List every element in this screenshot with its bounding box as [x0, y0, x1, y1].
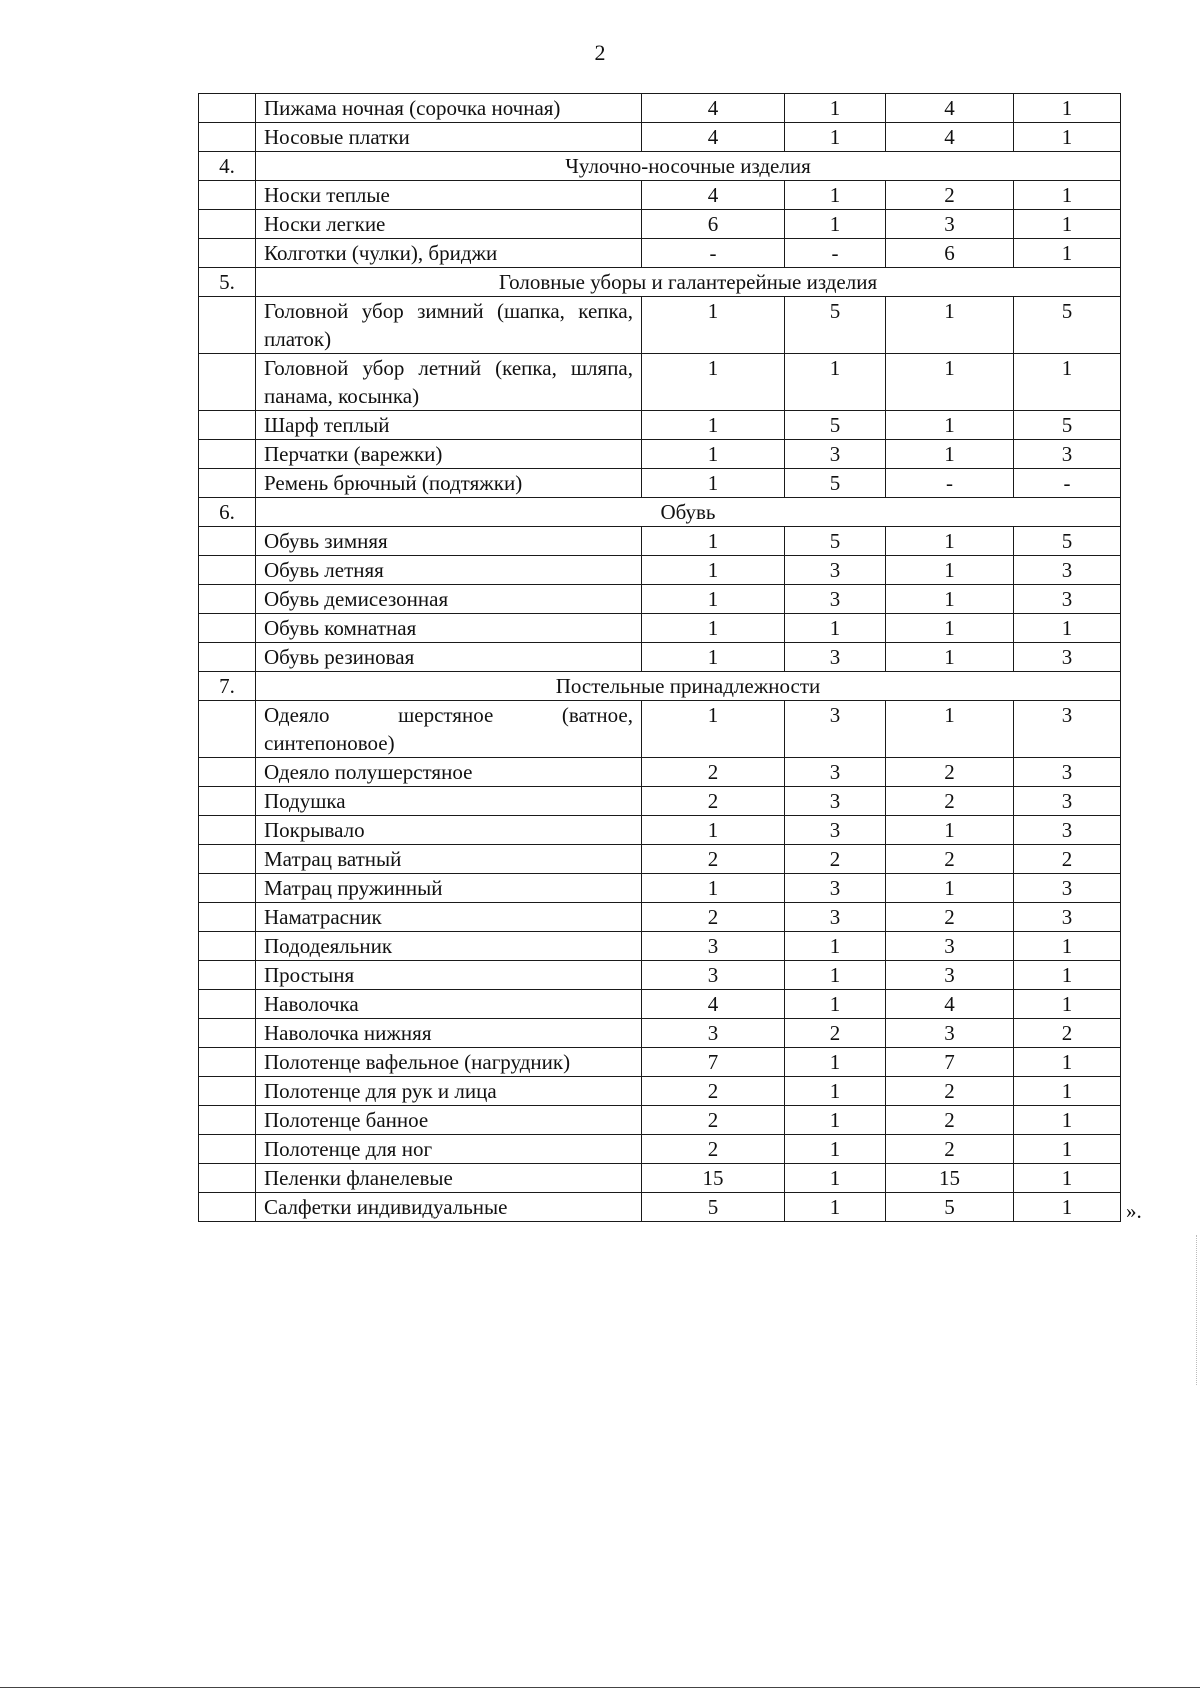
- value-cell-3: 1: [886, 614, 1014, 643]
- row-number-cell: [199, 239, 256, 268]
- section-header-row: [199, 672, 1121, 701]
- row-number-cell: [199, 903, 256, 932]
- closing-quote-mark: ».: [1126, 1199, 1142, 1223]
- row-number-cell: [199, 181, 256, 210]
- value-cell-2: 3: [785, 701, 886, 758]
- value-cell-4: 1: [1014, 210, 1121, 239]
- section-title: Постельные принадлежности: [256, 672, 1121, 701]
- value-cell-1: 4: [642, 990, 785, 1019]
- row-number-cell: [199, 961, 256, 990]
- value-cell-2: 3: [785, 440, 886, 469]
- value-cell-4: 3: [1014, 903, 1121, 932]
- value-cell-4: 2: [1014, 845, 1121, 874]
- value-cell-1: 1: [642, 297, 785, 354]
- item-name: Головной убор зимний (шапка, кепка, платок): [256, 297, 642, 354]
- value-cell-3: 1: [886, 297, 1014, 354]
- row-number-cell: [199, 932, 256, 961]
- value-cell-4: 2: [1014, 1019, 1121, 1048]
- table-row: [199, 123, 1121, 152]
- item-name: Обувь комнатная: [256, 614, 642, 643]
- section-header-row: [199, 152, 1121, 181]
- value-cell-3: 3: [886, 1019, 1014, 1048]
- value-cell-2: 1: [785, 961, 886, 990]
- value-cell-2: 1: [785, 1135, 886, 1164]
- row-number-cell: [199, 1019, 256, 1048]
- row-number-cell: [199, 123, 256, 152]
- row-number-cell: [199, 1077, 256, 1106]
- item-name: Матрац ватный: [256, 845, 642, 874]
- table-body: [199, 94, 1121, 1222]
- value-cell-4: 3: [1014, 643, 1121, 672]
- row-number-cell: [199, 643, 256, 672]
- section-header-row: [199, 498, 1121, 527]
- value-cell-4: 1: [1014, 1193, 1121, 1222]
- value-cell-1: 1: [642, 527, 785, 556]
- value-cell-4: 1: [1014, 354, 1121, 411]
- value-cell-3: 3: [886, 932, 1014, 961]
- value-cell-4: 5: [1014, 527, 1121, 556]
- value-cell-2: 1: [785, 1164, 886, 1193]
- value-cell-4: 3: [1014, 787, 1121, 816]
- value-cell-2: 3: [785, 787, 886, 816]
- row-number-cell: [199, 94, 256, 123]
- value-cell-1: 7: [642, 1048, 785, 1077]
- value-cell-1: 1: [642, 354, 785, 411]
- value-cell-4: 3: [1014, 701, 1121, 758]
- table-row: [199, 1106, 1121, 1135]
- table-row: [199, 990, 1121, 1019]
- value-cell-3: 1: [886, 874, 1014, 903]
- section-number: 5.: [199, 268, 256, 297]
- section-title: Обувь: [256, 498, 1121, 527]
- value-cell-3: 4: [886, 990, 1014, 1019]
- value-cell-1: 3: [642, 961, 785, 990]
- value-cell-2: 5: [785, 527, 886, 556]
- section-number: 4.: [199, 152, 256, 181]
- value-cell-4: 3: [1014, 556, 1121, 585]
- value-cell-3: 1: [886, 816, 1014, 845]
- value-cell-2: 3: [785, 874, 886, 903]
- value-cell-3: 1: [886, 440, 1014, 469]
- table-row: [199, 961, 1121, 990]
- item-name: Обувь резиновая: [256, 643, 642, 672]
- value-cell-4: 1: [1014, 94, 1121, 123]
- value-cell-2: 1: [785, 1193, 886, 1222]
- value-cell-3: 1: [886, 527, 1014, 556]
- table-row: [199, 787, 1121, 816]
- value-cell-2: -: [785, 239, 886, 268]
- value-cell-1: 1: [642, 411, 785, 440]
- value-cell-3: 2: [886, 758, 1014, 787]
- table-row: [199, 527, 1121, 556]
- value-cell-3: 3: [886, 961, 1014, 990]
- row-number-cell: [199, 990, 256, 1019]
- table-row: [199, 210, 1121, 239]
- value-cell-2: 1: [785, 932, 886, 961]
- value-cell-3: 6: [886, 239, 1014, 268]
- value-cell-2: 1: [785, 123, 886, 152]
- value-cell-1: 2: [642, 845, 785, 874]
- value-cell-3: 1: [886, 556, 1014, 585]
- item-name: Носки теплые: [256, 181, 642, 210]
- margin-scan-mark: [1196, 1235, 1198, 1385]
- value-cell-3: 1: [886, 643, 1014, 672]
- value-cell-4: 1: [1014, 1106, 1121, 1135]
- value-cell-3: 5: [886, 1193, 1014, 1222]
- row-number-cell: [199, 527, 256, 556]
- value-cell-3: 4: [886, 123, 1014, 152]
- value-cell-1: 3: [642, 932, 785, 961]
- value-cell-4: 3: [1014, 874, 1121, 903]
- row-number-cell: [199, 816, 256, 845]
- value-cell-4: 1: [1014, 990, 1121, 1019]
- value-cell-2: 1: [785, 990, 886, 1019]
- value-cell-4: 3: [1014, 440, 1121, 469]
- supply-norms-table: [198, 93, 1121, 1222]
- value-cell-1: 1: [642, 585, 785, 614]
- value-cell-2: 2: [785, 845, 886, 874]
- item-name: Наволочка: [256, 990, 642, 1019]
- table-row: [199, 94, 1121, 123]
- value-cell-4: 1: [1014, 614, 1121, 643]
- value-cell-2: 1: [785, 614, 886, 643]
- value-cell-1: 1: [642, 556, 785, 585]
- value-cell-2: 2: [785, 1019, 886, 1048]
- value-cell-4: 3: [1014, 585, 1121, 614]
- table-row: [199, 874, 1121, 903]
- row-number-cell: [199, 585, 256, 614]
- row-number-cell: [199, 1164, 256, 1193]
- table-row: [199, 239, 1121, 268]
- row-number-cell: [199, 1106, 256, 1135]
- table-row: [199, 1135, 1121, 1164]
- value-cell-3: 7: [886, 1048, 1014, 1077]
- row-number-cell: [199, 614, 256, 643]
- item-name: Одеяло полушерстяное: [256, 758, 642, 787]
- value-cell-4: 5: [1014, 411, 1121, 440]
- value-cell-3: -: [886, 469, 1014, 498]
- table-row: [199, 440, 1121, 469]
- item-name: Полотенце для ног: [256, 1135, 642, 1164]
- value-cell-2: 1: [785, 94, 886, 123]
- value-cell-3: 15: [886, 1164, 1014, 1193]
- row-number-cell: [199, 354, 256, 411]
- table-row: [199, 354, 1121, 411]
- value-cell-1: 2: [642, 1077, 785, 1106]
- table-row: [199, 643, 1121, 672]
- item-name: Колготки (чулки), бриджи: [256, 239, 642, 268]
- value-cell-1: 4: [642, 94, 785, 123]
- row-number-cell: [199, 787, 256, 816]
- table-row: [199, 1077, 1121, 1106]
- item-name: Простыня: [256, 961, 642, 990]
- value-cell-1: 15: [642, 1164, 785, 1193]
- value-cell-3: 2: [886, 1077, 1014, 1106]
- value-cell-1: 1: [642, 816, 785, 845]
- value-cell-3: 1: [886, 585, 1014, 614]
- item-name: Ремень брючный (подтяжки): [256, 469, 642, 498]
- table-row: [199, 556, 1121, 585]
- value-cell-4: 1: [1014, 181, 1121, 210]
- item-name: Носки легкие: [256, 210, 642, 239]
- table-row: [199, 297, 1121, 354]
- item-name: Носовые платки: [256, 123, 642, 152]
- value-cell-2: 1: [785, 1048, 886, 1077]
- item-name: Обувь зимняя: [256, 527, 642, 556]
- table-row: [199, 181, 1121, 210]
- row-number-cell: [199, 1048, 256, 1077]
- table-row: [199, 758, 1121, 787]
- value-cell-2: 3: [785, 758, 886, 787]
- row-number-cell: [199, 758, 256, 787]
- row-number-cell: [199, 440, 256, 469]
- table-row: [199, 903, 1121, 932]
- value-cell-3: 3: [886, 210, 1014, 239]
- value-cell-1: 1: [642, 874, 785, 903]
- value-cell-4: 1: [1014, 1077, 1121, 1106]
- value-cell-2: 5: [785, 297, 886, 354]
- value-cell-4: 1: [1014, 1048, 1121, 1077]
- value-cell-4: 1: [1014, 123, 1121, 152]
- value-cell-4: 1: [1014, 961, 1121, 990]
- page-number: 2: [594, 40, 606, 65]
- row-number-cell: [199, 210, 256, 239]
- value-cell-1: 5: [642, 1193, 785, 1222]
- item-name: Полотенце банное: [256, 1106, 642, 1135]
- value-cell-1: 4: [642, 181, 785, 210]
- value-cell-1: 4: [642, 123, 785, 152]
- value-cell-3: 2: [886, 1135, 1014, 1164]
- value-cell-2: 3: [785, 903, 886, 932]
- item-name: Пижама ночная (сорочка ночная): [256, 94, 642, 123]
- row-number-cell: [199, 469, 256, 498]
- value-cell-4: 5: [1014, 297, 1121, 354]
- value-cell-1: 1: [642, 440, 785, 469]
- value-cell-3: 2: [886, 903, 1014, 932]
- value-cell-2: 1: [785, 1106, 886, 1135]
- value-cell-4: 1: [1014, 239, 1121, 268]
- value-cell-2: 3: [785, 643, 886, 672]
- value-cell-1: 1: [642, 643, 785, 672]
- value-cell-1: 1: [642, 701, 785, 758]
- value-cell-1: 1: [642, 469, 785, 498]
- value-cell-4: 3: [1014, 758, 1121, 787]
- value-cell-2: 1: [785, 181, 886, 210]
- value-cell-3: 2: [886, 181, 1014, 210]
- value-cell-2: 1: [785, 354, 886, 411]
- item-name: Подушка: [256, 787, 642, 816]
- item-name: Шарф теплый: [256, 411, 642, 440]
- row-number-cell: [199, 1135, 256, 1164]
- value-cell-4: 1: [1014, 1164, 1121, 1193]
- value-cell-1: 1: [642, 614, 785, 643]
- value-cell-1: 2: [642, 1135, 785, 1164]
- page-bottom-rule: [0, 1687, 1200, 1688]
- item-name: Обувь летняя: [256, 556, 642, 585]
- value-cell-3: 2: [886, 1106, 1014, 1135]
- value-cell-1: 2: [642, 903, 785, 932]
- row-number-cell: [199, 297, 256, 354]
- value-cell-1: 2: [642, 1106, 785, 1135]
- value-cell-1: 6: [642, 210, 785, 239]
- table-row: [199, 932, 1121, 961]
- value-cell-4: -: [1014, 469, 1121, 498]
- value-cell-4: 3: [1014, 816, 1121, 845]
- table-row: [199, 845, 1121, 874]
- value-cell-2: 3: [785, 816, 886, 845]
- table-row: [199, 469, 1121, 498]
- item-name: Пододеяльник: [256, 932, 642, 961]
- section-number: 7.: [199, 672, 256, 701]
- value-cell-4: 1: [1014, 932, 1121, 961]
- table-row: [199, 1019, 1121, 1048]
- value-cell-2: 5: [785, 469, 886, 498]
- section-title: Головные уборы и галантерейные изделия: [256, 268, 1121, 297]
- value-cell-3: 4: [886, 94, 1014, 123]
- value-cell-2: 1: [785, 1077, 886, 1106]
- value-cell-2: 3: [785, 556, 886, 585]
- value-cell-3: 2: [886, 845, 1014, 874]
- item-name: Салфетки индивидуальные: [256, 1193, 642, 1222]
- row-number-cell: [199, 874, 256, 903]
- row-number-cell: [199, 701, 256, 758]
- value-cell-2: 1: [785, 210, 886, 239]
- value-cell-3: 1: [886, 411, 1014, 440]
- item-name: Наматрасник: [256, 903, 642, 932]
- table-row: [199, 1193, 1121, 1222]
- value-cell-3: 2: [886, 787, 1014, 816]
- value-cell-3: 1: [886, 701, 1014, 758]
- table-row: [199, 1048, 1121, 1077]
- value-cell-4: 1: [1014, 1135, 1121, 1164]
- item-name: Головной убор летний (кепка, шляпа, панама, косынка): [256, 354, 642, 411]
- section-title: Чулочно-носочные изделия: [256, 152, 1121, 181]
- value-cell-1: 2: [642, 758, 785, 787]
- item-name: Наволочка нижняя: [256, 1019, 642, 1048]
- table-row: [199, 614, 1121, 643]
- row-number-cell: [199, 411, 256, 440]
- item-name: Полотенце вафельное (нагрудник): [256, 1048, 642, 1077]
- section-number: 6.: [199, 498, 256, 527]
- value-cell-1: 3: [642, 1019, 785, 1048]
- value-cell-2: 3: [785, 585, 886, 614]
- item-name: Покрывало: [256, 816, 642, 845]
- item-name: Полотенце для рук и лица: [256, 1077, 642, 1106]
- table-row: [199, 585, 1121, 614]
- value-cell-1: 2: [642, 787, 785, 816]
- row-number-cell: [199, 556, 256, 585]
- item-name: Одеяло шерстяное (ватное, синтепоновое): [256, 701, 642, 758]
- table-row: [199, 816, 1121, 845]
- value-cell-2: 5: [785, 411, 886, 440]
- table-row: [199, 1164, 1121, 1193]
- row-number-cell: [199, 1193, 256, 1222]
- value-cell-3: 1: [886, 354, 1014, 411]
- section-header-row: [199, 268, 1121, 297]
- table-row: [199, 701, 1121, 758]
- value-cell-1: -: [642, 239, 785, 268]
- row-number-cell: [199, 845, 256, 874]
- item-name: Обувь демисезонная: [256, 585, 642, 614]
- item-name: Пеленки фланелевые: [256, 1164, 642, 1193]
- item-name: Матрац пружинный: [256, 874, 642, 903]
- item-name: Перчатки (варежки): [256, 440, 642, 469]
- table-row: [199, 411, 1121, 440]
